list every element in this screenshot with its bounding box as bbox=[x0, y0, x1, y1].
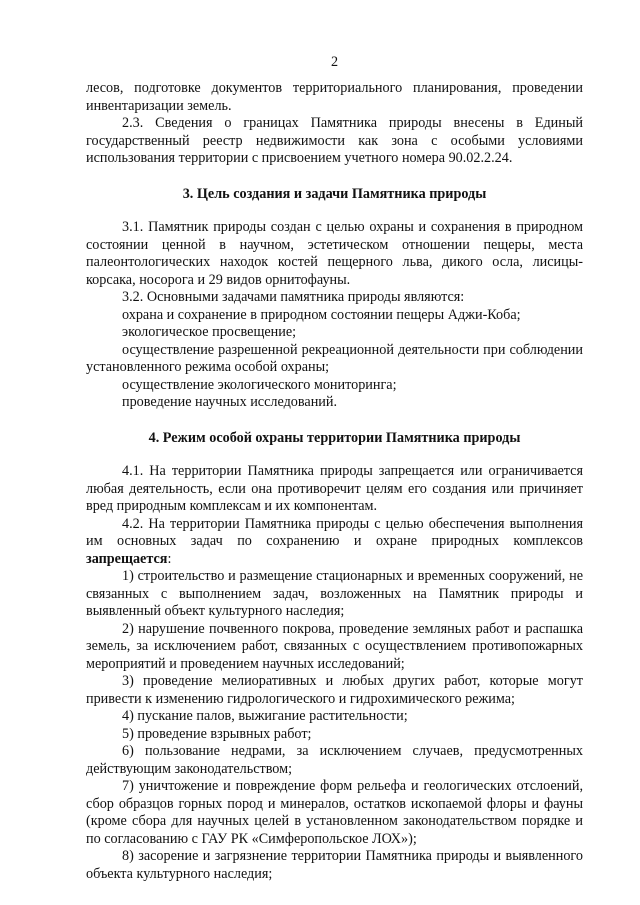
page-number: 2 bbox=[330, 54, 339, 70]
prohibition-item: 8) засорение и загрязнение территории Памятника природы и выявленного объекта культурного наследия; bbox=[86, 848, 583, 882]
task-item: экологическое просвещение; bbox=[122, 324, 297, 340]
paragraph-continuation: лесов, подготовке документов территориального планирования, проведении инвентаризации земель. bbox=[86, 80, 583, 114]
task-item: охрана и сохранение в природном состоянии пещеры Аджи-Коба; bbox=[122, 306, 521, 323]
document-page bbox=[86, 0, 583, 905]
task-item: осуществление экологического мониторинга; bbox=[122, 376, 397, 393]
paragraph-3-2: 3.2. Основными задачами памятника природы являются: bbox=[122, 289, 465, 305]
prohibited-keyword: запрещается bbox=[86, 550, 168, 567]
task-item: осуществление разрешенной рекреационной деятельности при соблюдении установленного режима особой охраны; bbox=[86, 341, 583, 375]
paragraph-4-1: 4.1. На территории Памятника природы запрещается или ограничивается любая деятельность, если она противоречит целям его создания или причиняет вред природным комплексам и их компонентам. bbox=[86, 463, 583, 514]
prohibition-item: 5) проведение взрывных работ; bbox=[122, 725, 312, 742]
prohibition-item: 4) пускание палов, выжигание растительности; bbox=[122, 708, 408, 724]
prohibition-item: 1) строительство и размещение стационарных и временных сооружений, не связанных с выполнением задач, возложенных на Памятник природы и выявленный объект культурного наследия; bbox=[86, 568, 583, 619]
prohibition-item: 7) уничтожение и повреждение форм рельефа и геологических отслоений, сбор образцов горных пород и минералов, остатков ископаемой флоры и фауны (кроме сбора для научных целей в установленном законодательством порядке и по согласованию с ГАУ РК «Симферопольское ЛОХ»); bbox=[86, 778, 583, 847]
paragraph-4-2-text: 4.2. На территории Памятника природы с целью обеспечения выполнения им основных задач по сохранению и охране природных комплексов bbox=[86, 515, 583, 549]
prohibition-item: 3) проведение мелиоративных и любых других работ, которые могут привести к изменению гидрологического и гидрохимического режима; bbox=[86, 673, 583, 707]
prohibition-item: 6) пользование недрами, за исключением случаев, предусмотренных действующим законодательством; bbox=[86, 743, 583, 777]
prohibition-item: 2) нарушение почвенного покрова, проведение земляных работ и распашка земель, за исключением работ, связанных с осуществлением противопожарных мероприятий и проведением научных исследований; bbox=[86, 620, 583, 672]
paragraph-3-1: 3.1. Памятник природы создан с целью охраны и сохранения в природном состоянии ценной в научном, эстетическом отношении пещеры, места палеонтологических находок костей пещерного льва, дикого осла, лисицы-корсака, носорога и 29 видов орнитофауны. bbox=[86, 219, 583, 288]
document-body bbox=[86, 80, 583, 883]
colon: : bbox=[167, 550, 172, 567]
task-item: проведение научных исследований. bbox=[122, 394, 338, 410]
section-4-heading: 4. Режим особой охраны территории Памятника природы bbox=[148, 429, 521, 446]
section-3-heading: 3. Цель создания и задачи Памятника природы bbox=[182, 185, 487, 202]
paragraph-4-2 bbox=[86, 516, 583, 569]
paragraph-2-3: 2.3. Сведения о границах Памятника природы внесены в Единый государственный реестр недвижимости как зона с особыми условиями использования территории с присвоением учетного номера 90.02.2.24. bbox=[86, 115, 583, 166]
